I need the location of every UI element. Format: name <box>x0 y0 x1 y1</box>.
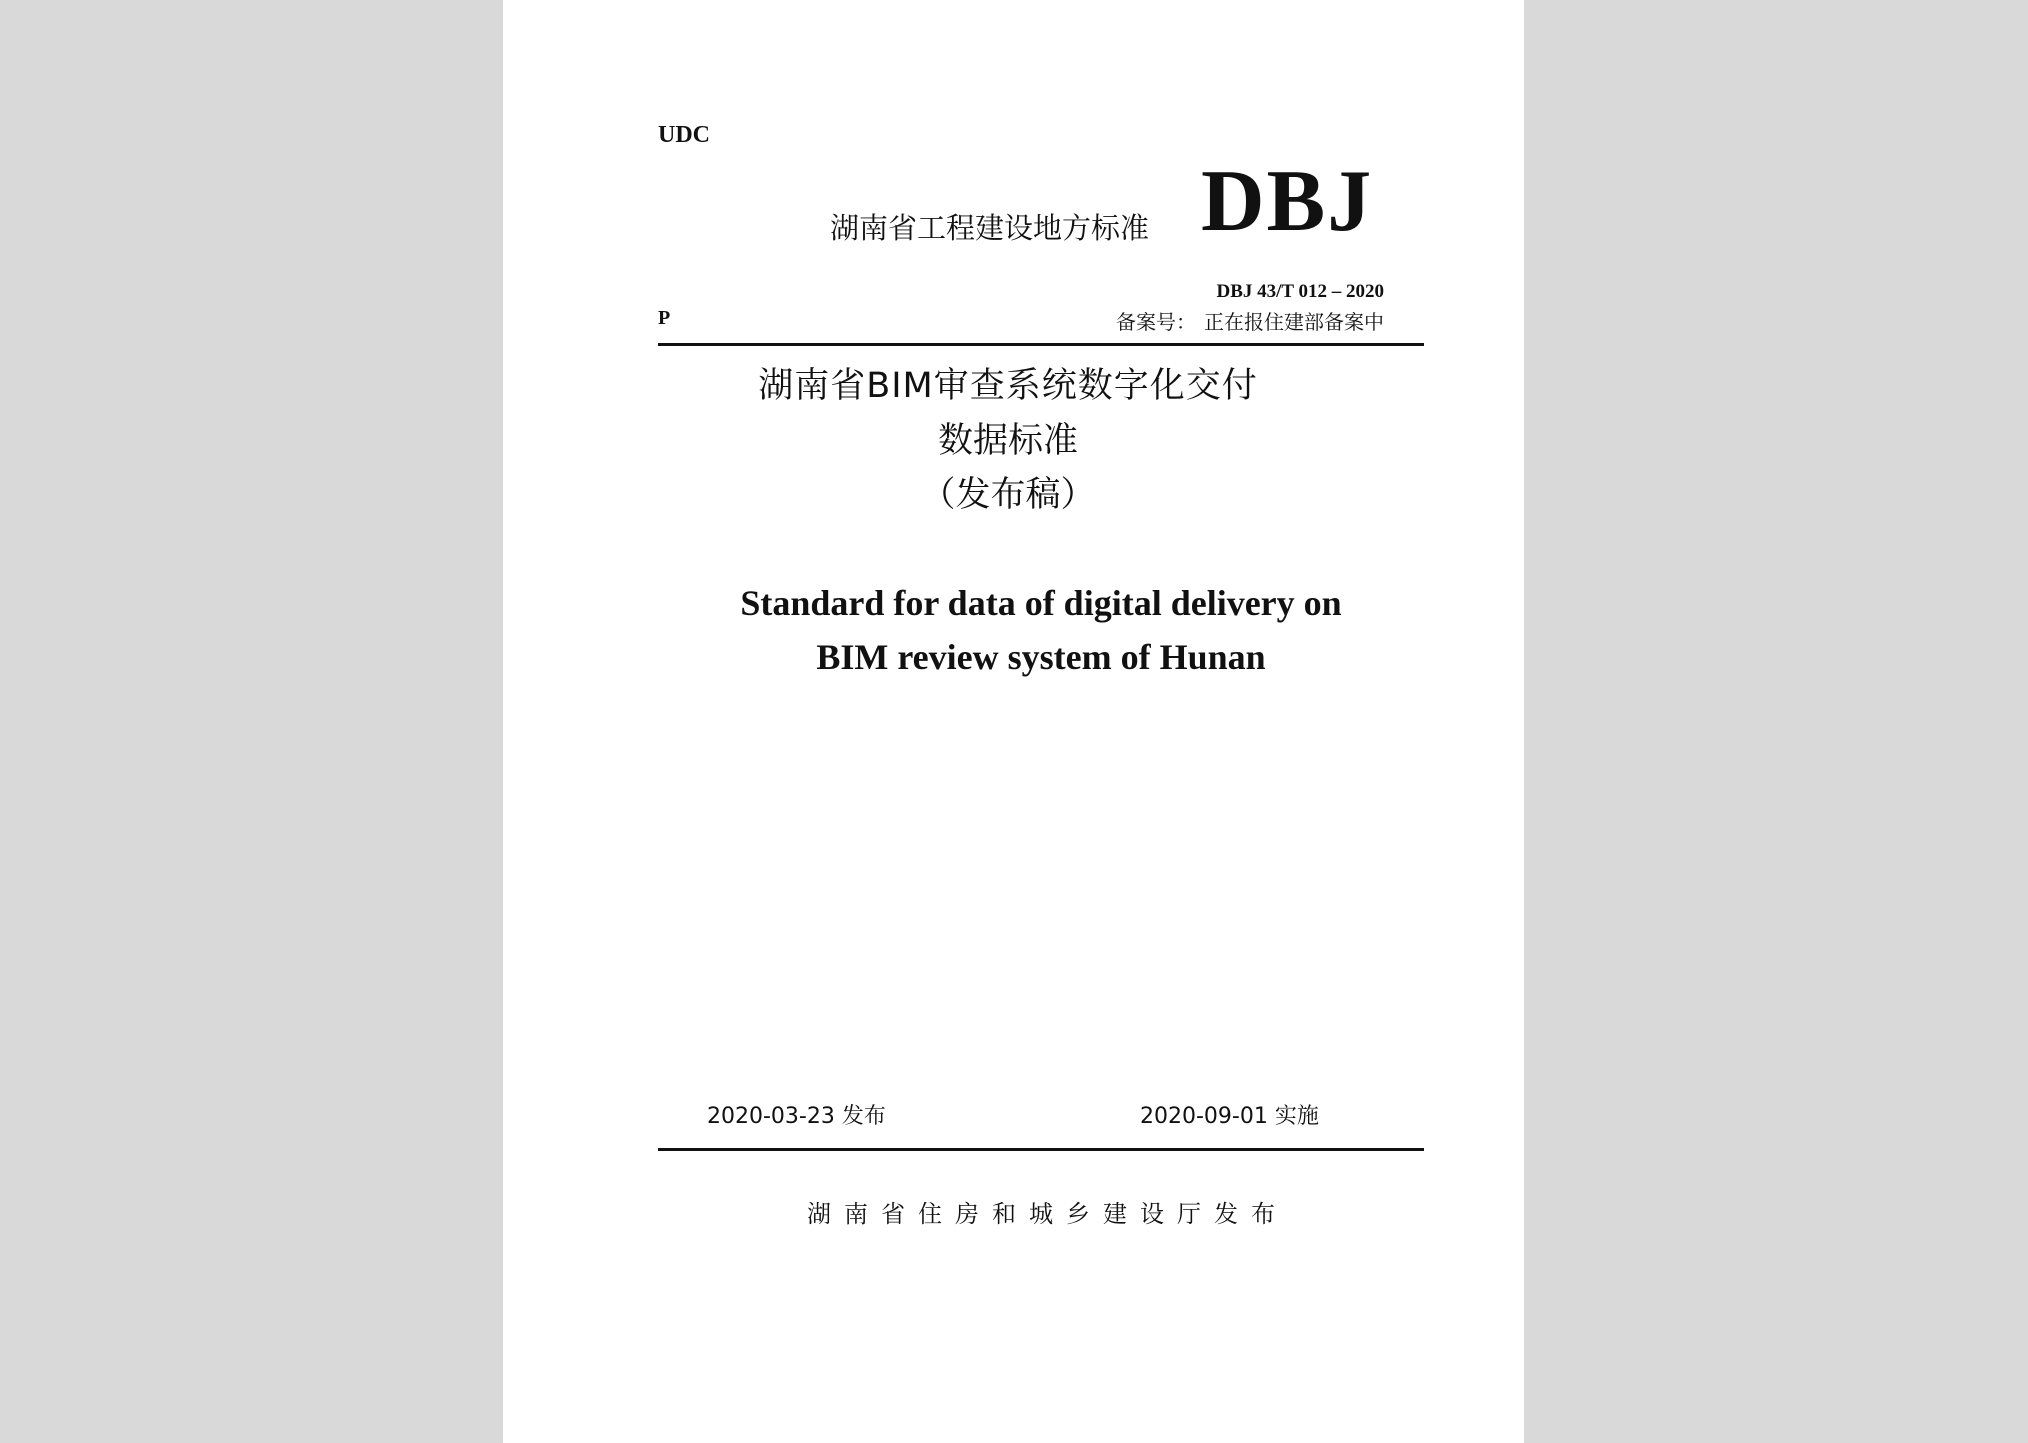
title-en-line1: Standard for data of digital delivery on <box>740 583 1342 623</box>
title-zh-line2: 数据标准 <box>937 421 1078 461</box>
standard-code: DBJ 43/T 012 – 2020 <box>1216 281 1384 302</box>
title-en-line2: BIM review system of Hunan <box>816 637 1266 677</box>
standard-type: 湖南省工程建设地方标准 <box>830 211 1150 245</box>
bottom-divider <box>658 1148 1424 1151</box>
title-zh-line1: 湖南省BIM审查系统数字化交付 <box>758 366 1258 406</box>
document-page <box>503 0 1524 1443</box>
record-number <box>1108 306 1384 335</box>
standard-mark: DBJ <box>1201 153 1374 250</box>
issue-date: 2020-03-23 发布 <box>707 1104 886 1129</box>
udc-label: UDC <box>658 122 710 148</box>
record-label: 备案号： <box>1116 310 1196 334</box>
classification-label: P <box>658 307 671 329</box>
title-zh-line3: （发布稿） <box>920 475 1096 515</box>
record-value: 正在报住建部备案中 <box>1204 310 1384 334</box>
top-divider <box>658 343 1424 346</box>
effective-date: 2020-09-01 实施 <box>1140 1104 1319 1129</box>
issuer: 湖南省住房和城乡建设厅发布 <box>807 1200 1288 1228</box>
